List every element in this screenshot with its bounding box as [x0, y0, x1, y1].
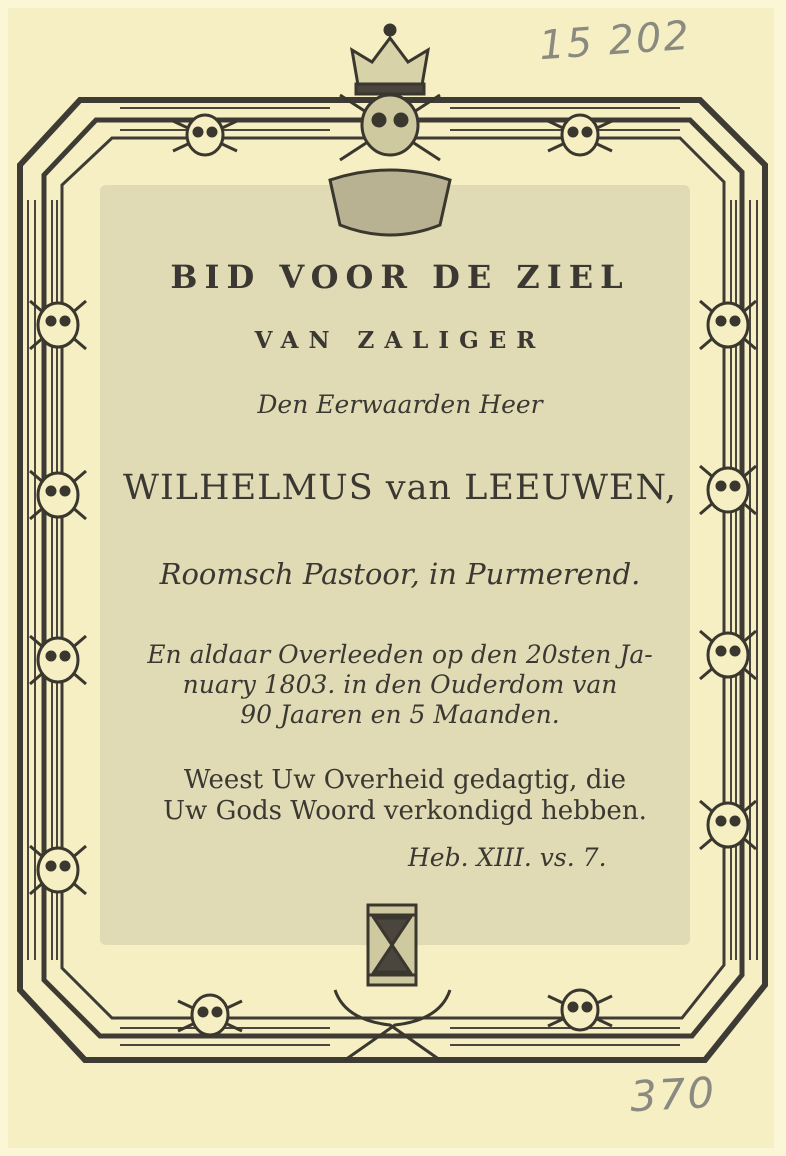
death-details-line: En aldaar Overleeden op den 20sten Ja- — [147, 640, 653, 669]
position-line: Roomsch Pastoor, in Purmerend. — [159, 557, 641, 591]
death-details-line: nuary 1803. in den Ouderdom van — [182, 670, 618, 699]
death-details — [110, 640, 690, 730]
bible-verse — [115, 765, 695, 827]
verse-line: Weest Uw Overheid gedagtig, die — [183, 765, 627, 795]
pencil-annotation-bottom: 370 — [628, 1067, 718, 1122]
crown-skull-icon — [330, 25, 450, 235]
verse-reference: Heb. XIII. vs. 7. — [408, 843, 607, 872]
deceased-name: WILHELMUS van LEEUWEN, — [123, 468, 677, 508]
heading-subtitle: VAN ZALIGER — [254, 327, 546, 354]
verse-line: Uw Gods Woord verkondigd hebben. — [163, 796, 647, 826]
heading-prayer: BID VOOR DE ZIEL — [170, 258, 630, 296]
honorific-line: Den Eerwaarden Heer — [257, 390, 543, 419]
pencil-annotation-top: 15 202 — [537, 12, 693, 70]
death-details-line: 90 Jaaren en 5 Maanden. — [240, 700, 560, 729]
